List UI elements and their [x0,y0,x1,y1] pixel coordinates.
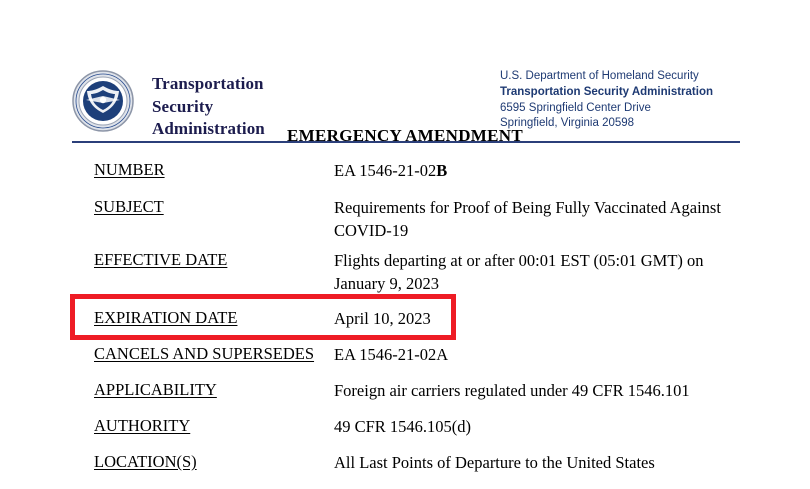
field-row-applicability [0,380,810,417]
field-label: LOCATION(S) [94,452,197,471]
agency-name-line-3: Administration [152,119,265,139]
field-label: NUMBER [94,160,165,179]
field-row-expiration-date [0,308,810,345]
field-label: EFFECTIVE DATE [94,250,228,269]
field-value: Flights departing at or after 00:01 EST (05:01 GMT) on January 9, 2023 [334,251,704,293]
field-row-authority [0,416,810,453]
dhs-address-block [500,69,713,132]
field-value-text: EA 1546-21-02 [334,161,437,180]
field-row-subject [0,197,810,240]
field-value: 49 CFR 1546.105(d) [334,417,472,436]
tsa-seal-icon [72,70,134,132]
field-label: APPLICABILITY [94,380,217,399]
field-label: SUBJECT [94,197,164,216]
field-value: April 10, 2023 [334,309,431,328]
field-value [334,160,734,183]
field-value: Foreign air carriers regulated under 49 CFR 1546.101 [334,381,690,400]
field-row-effective-date [0,250,810,293]
field-value: All Last Points of Departure to the United States [334,453,655,472]
field-label: AUTHORITY [94,416,191,435]
agency-name-line-1: Transportation [152,74,264,93]
field-row-number [0,160,810,197]
dhs-address-line-1: 6595 Springfield Center Drive [500,101,651,114]
field-row-cancels-and-supersedes [0,344,810,381]
agency-name-line-2: Security [152,96,214,116]
field-value: EA 1546-21-02A [334,345,449,364]
dhs-agency: Transportation Security Administration [500,85,713,98]
field-value-bold-suffix: B [436,161,448,180]
dhs-address-line-2: Springfield, Virginia 20598 [500,117,635,130]
field-row-locations [0,452,810,489]
page-title: EMERGENCY AMENDMENT [287,126,523,145]
dhs-department: U.S. Department of Homeland Security [500,70,699,82]
field-label: EXPIRATION DATE [94,308,238,327]
field-value: Requirements for Proof of Being Fully Vaccinated Against COVID-19 [334,198,721,240]
field-label: CANCELS AND SUPERSEDES [94,344,315,363]
